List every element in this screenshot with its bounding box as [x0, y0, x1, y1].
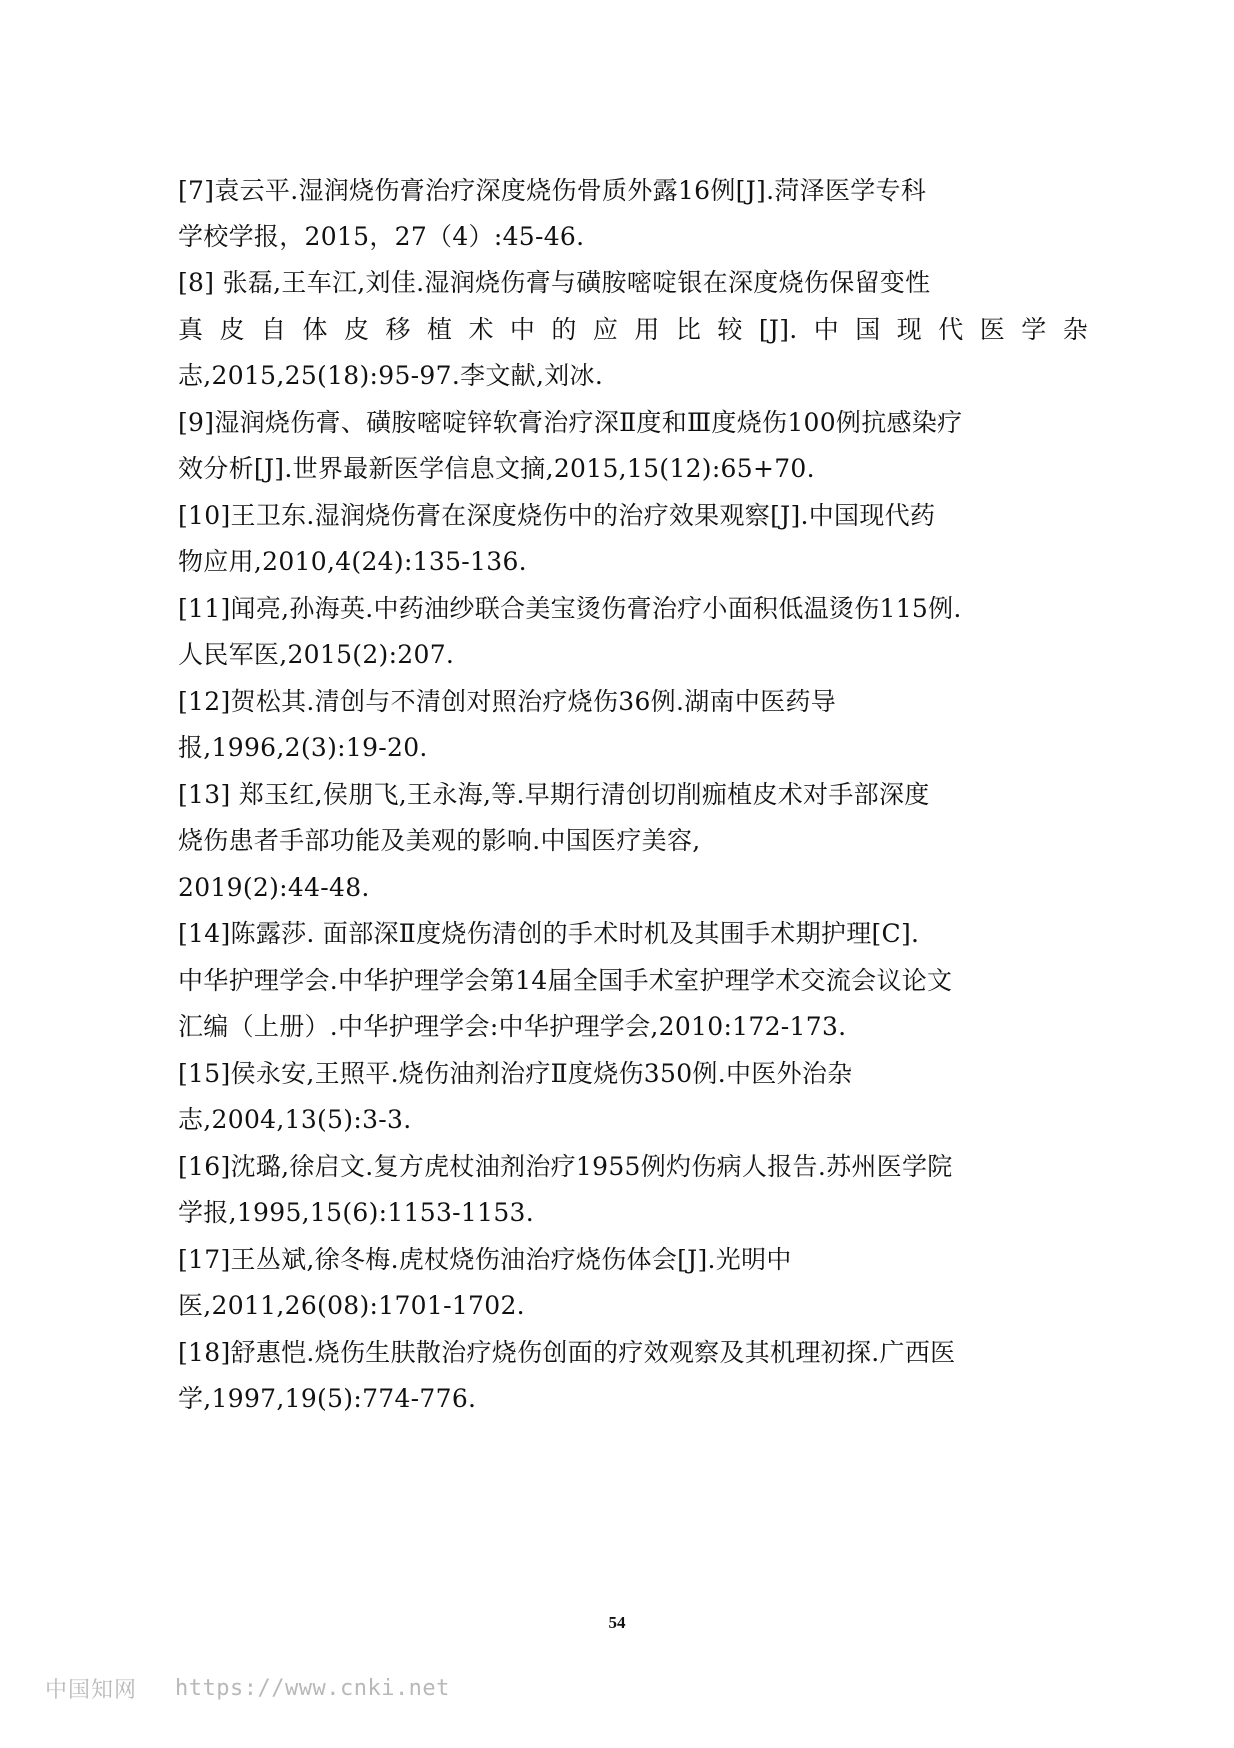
- reference-line: [11]闻亮,孙海英.中药油纱联合美宝烫伤膏治疗小面积低温烫伤115例.: [178, 594, 962, 623]
- cnki-logo-text: 中国知网: [45, 1677, 138, 1703]
- reference-line: 人民军医,2015(2):207.: [178, 640, 455, 669]
- reference-line: [9]湿润烧伤膏、磺胺嘧啶锌软膏治疗深Ⅱ度和Ⅲ度烧伤100例抗感染疗: [178, 408, 963, 437]
- reference-line: 中华护理学会.中华护理学会第14届全国手术室护理学术交流会议论文: [178, 966, 953, 995]
- reference-line: 志,2015,25(18):95-97.李文献,刘冰.: [178, 361, 604, 390]
- reference-line: [16]沈璐,徐启文.复方虎杖油剂治疗1955例灼伤病人报告.苏州医学院: [178, 1152, 953, 1181]
- page-number: 54: [608, 1613, 626, 1632]
- reference-line: 志,2004,13(5):3-3.: [178, 1105, 412, 1134]
- reference-line: [8] 张磊,王车江,刘佳.湿润烧伤膏与磺胺嘧啶银在深度烧伤保留变性: [178, 268, 931, 297]
- reference-line: [17]王丛斌,徐冬梅.虎杖烧伤油治疗烧伤体会[J].光明中: [178, 1245, 792, 1274]
- reference-line: [12]贺松其.清创与不清创对照治疗烧伤36例.湖南中医药导: [178, 687, 837, 716]
- reference-line: 真皮自体皮移植术中的应用比较[J].中国现代医学杂: [178, 315, 1088, 344]
- reference-line: [18]舒惠恺.烧伤生肤散治疗烧伤创面的疗效观察及其机理初探.广西医: [178, 1338, 956, 1367]
- reference-line: 效分析[J].世界最新医学信息文摘,2015,15(12):65+70.: [178, 454, 815, 483]
- footer-url: https://www.cnki.net: [175, 1675, 450, 1701]
- reference-line: 学报,1995,15(6):1153-1153.: [178, 1198, 535, 1227]
- reference-line: 烧伤患者手部功能及美观的影响.中国医疗美容,: [178, 826, 701, 855]
- reference-line: 物应用,2010,4(24):135-136.: [178, 547, 527, 576]
- reference-line: [10]王卫东.湿润烧伤膏在深度烧伤中的治疗效果观察[J].中国现代药: [178, 501, 936, 530]
- reference-line: [14]陈露莎. 面部深Ⅱ度烧伤清创的手术时机及其围手术期护理[C].: [178, 919, 920, 948]
- footer-watermark: [45, 1673, 450, 1703]
- reference-line: 学校学报，2015，27（4）:45-46.: [178, 222, 585, 251]
- reference-line: [13] 郑玉红,侯朋飞,王永海,等.早期行清创切削痂植皮术对手部深度: [178, 780, 930, 809]
- reference-line: 汇编（上册）.中华护理学会:中华护理学会,2010:172-173.: [178, 1012, 847, 1041]
- reference-line: 报,1996,2(3):19-20.: [178, 733, 428, 762]
- reference-line: 2019(2):44-48.: [178, 873, 370, 902]
- reference-line: 医,2011,26(08):1701-1702.: [178, 1291, 525, 1320]
- reference-line: 学,1997,19(5):774-776.: [178, 1384, 477, 1413]
- reference-line: [7]袁云平.湿润烧伤膏治疗深度烧伤骨质外露16例[J].菏泽医学专科: [178, 176, 927, 205]
- reference-line: [15]侯永安,王照平.烧伤油剂治疗Ⅱ度烧伤350例.中医外治杂: [178, 1059, 853, 1088]
